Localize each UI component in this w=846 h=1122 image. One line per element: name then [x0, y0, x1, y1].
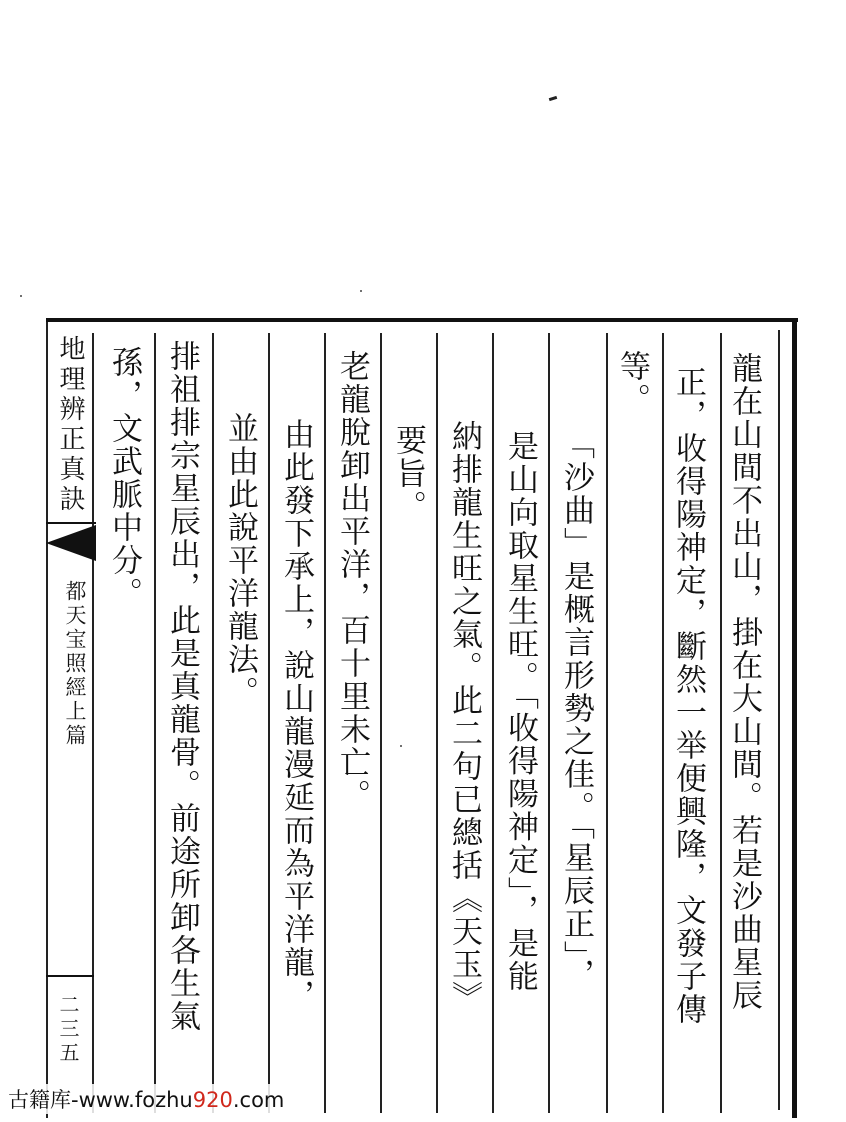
column-rule	[380, 333, 382, 1113]
column-rule	[268, 333, 270, 1113]
column-rule	[324, 333, 326, 1113]
column-rule	[492, 333, 494, 1113]
text-column-3: 等。	[614, 350, 650, 416]
scan-speck	[360, 290, 362, 292]
scan-speck	[549, 96, 558, 101]
column-rule	[212, 333, 214, 1113]
column-rule	[606, 333, 608, 1113]
frame-left-edge	[46, 318, 48, 1118]
text-column-4: 「沙曲」是概言形勢之佳。「星辰正」，	[558, 428, 594, 991]
text-column-7: 要旨。	[390, 424, 426, 523]
text-column-12: 孫，文武脈中分。	[106, 346, 142, 610]
column-rule	[436, 333, 438, 1113]
text-column-8: 老龍脫卸出平洋，百十里未亡。	[334, 350, 370, 812]
column-rule	[720, 333, 722, 1113]
frame-top-border	[46, 318, 798, 322]
margin-rule	[92, 333, 94, 1113]
fish-tail-mark	[46, 525, 96, 561]
text-column-1: 龍在山間不出山，掛在大山間。若是沙曲星辰	[726, 352, 762, 1012]
text-column-9: 由此發下承上，說山龍漫延而為平洋龍，	[278, 418, 314, 1012]
watermark-url-suffix: .com	[232, 1088, 285, 1112]
text-column-6: 納排龍生旺之氣。此二句已總括《天玉》	[446, 420, 482, 1014]
watermark-url-number: 920	[192, 1088, 233, 1112]
scan-speck	[20, 295, 22, 297]
watermark-url-domain: fozhu	[134, 1088, 193, 1112]
site-watermark	[6, 1084, 286, 1114]
column-rule	[548, 333, 550, 1113]
page-number-rule	[46, 975, 94, 977]
column-rule	[154, 333, 156, 1113]
page-number: 二三五	[56, 994, 80, 1066]
fish-tail-line	[46, 522, 96, 524]
book-title: 地理辨正真訣	[55, 335, 85, 515]
text-column-5: 是山向取星生旺。「收得陽神定」，是能	[502, 430, 538, 993]
scan-speck	[400, 745, 402, 747]
text-column-10: 並由此說平洋龍法。	[222, 412, 258, 709]
column-rule	[662, 333, 664, 1113]
watermark-site-name: 古籍库-	[8, 1088, 79, 1112]
frame-right-inner-rule	[778, 330, 780, 1110]
chapter-label: 都天宝照經上篇	[63, 580, 87, 748]
watermark-url-prefix: www.	[78, 1088, 135, 1112]
text-column-11: 排祖排宗星辰出，此是真龍骨。前途所卸各生氣	[164, 340, 200, 1033]
text-column-2: 正，收得陽神定，斷然一举便興隆，文發子傳	[670, 366, 706, 1026]
frame-right-border	[792, 318, 797, 1118]
